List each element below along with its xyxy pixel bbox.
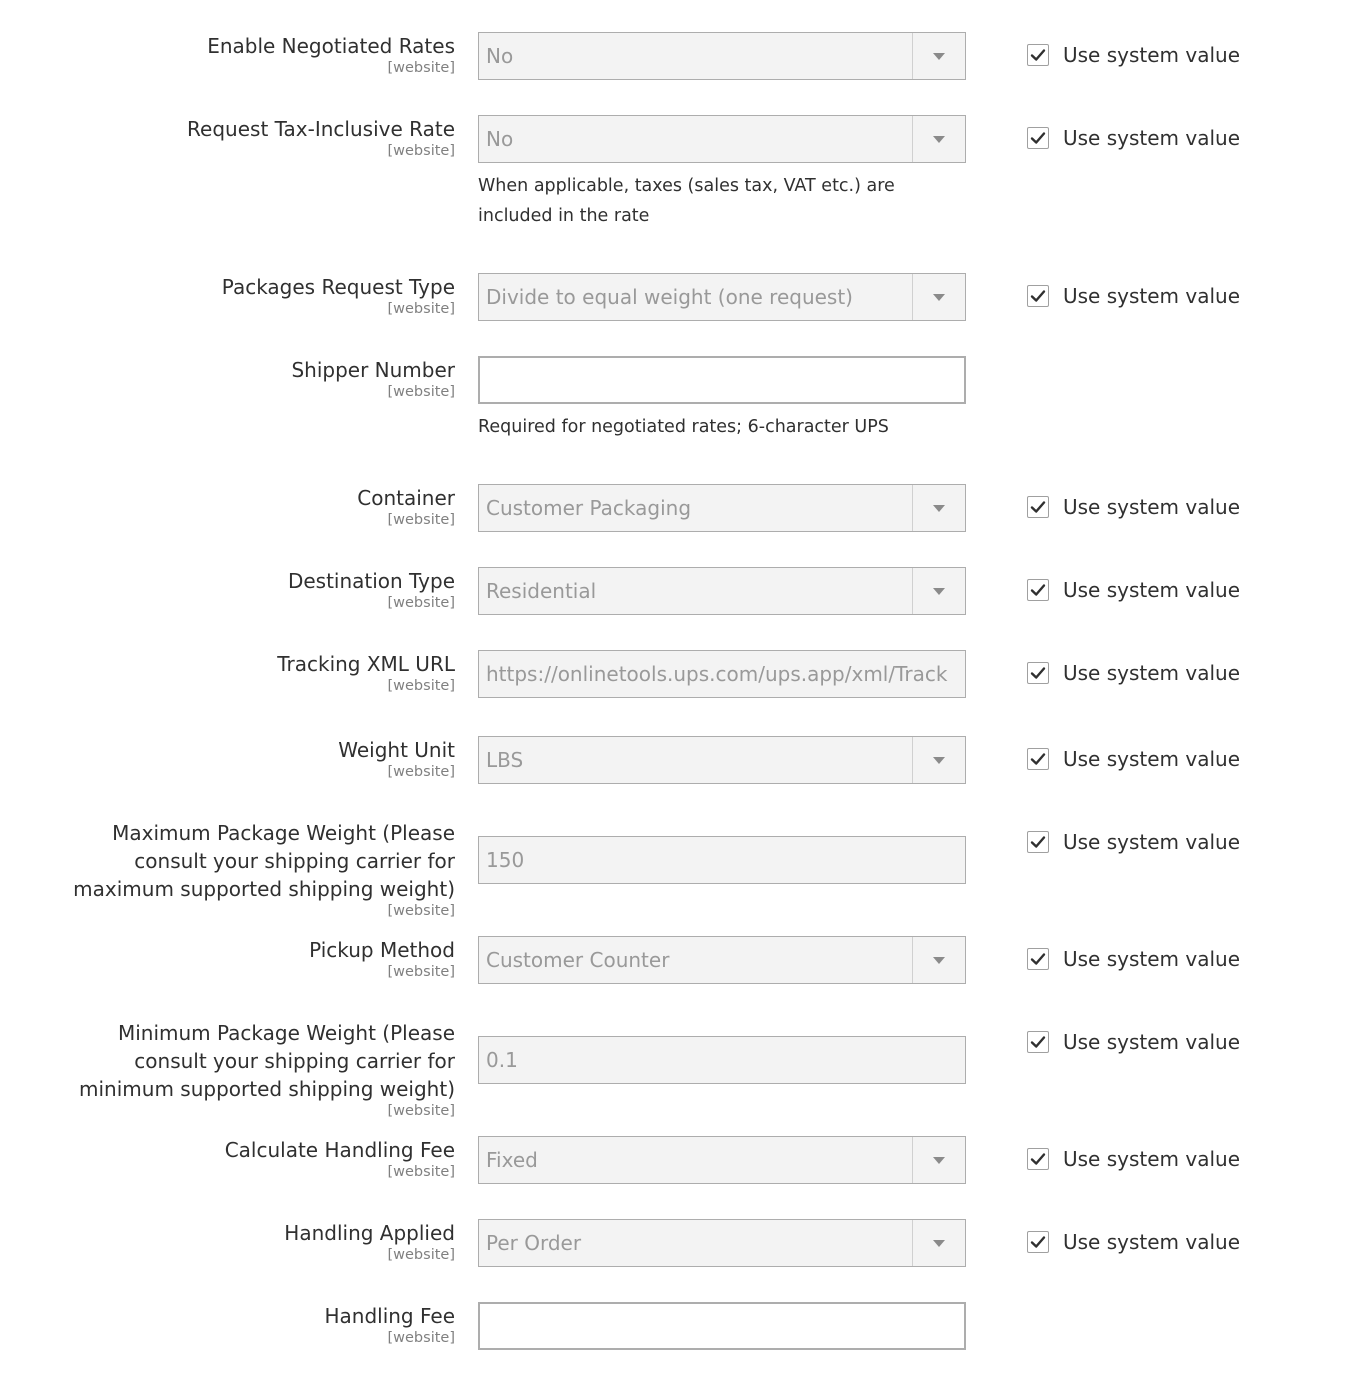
- use-system-value-label: Use system value: [1063, 747, 1241, 771]
- use-system-value-label: Use system value: [1063, 947, 1241, 971]
- input-value: https://onlinetools.ups.com/ups.app/xml/Track: [486, 662, 948, 686]
- dropdown-toggle[interactable]: [912, 737, 965, 783]
- scope-label: [website]: [387, 595, 455, 611]
- dropdown-toggle[interactable]: [912, 116, 965, 162]
- checkmark-icon: [1030, 751, 1046, 767]
- use-system-value-checkbox[interactable]: [1027, 496, 1049, 518]
- use-system-value-label: Use system value: [1063, 126, 1241, 150]
- field-label: [35, 484, 455, 528]
- dropdown-toggle[interactable]: [912, 274, 965, 320]
- field-label-text: consult your shipping carrier for: [134, 1049, 455, 1073]
- use-system-value-checkbox[interactable]: [1027, 44, 1049, 66]
- field-label-text: Maximum Package Weight (Please: [112, 821, 455, 845]
- field-label-text: Packages Request Type: [221, 275, 455, 299]
- use-system-value-checkbox[interactable]: [1027, 1031, 1049, 1053]
- checkmark-icon: [1030, 582, 1046, 598]
- select-value: No: [486, 44, 514, 68]
- use-system-value-checkbox[interactable]: [1027, 127, 1049, 149]
- dropdown-toggle[interactable]: [912, 33, 965, 79]
- shipper-number-input[interactable]: [478, 356, 966, 404]
- select-value: Customer Packaging: [486, 496, 692, 520]
- scope-label: [website]: [387, 384, 455, 400]
- field-label: [35, 650, 455, 694]
- chevron-down-icon: [933, 294, 945, 301]
- dropdown-toggle[interactable]: [912, 568, 965, 614]
- field-label-text: Calculate Handling Fee: [224, 1138, 455, 1162]
- checkmark-icon: [1030, 1234, 1046, 1250]
- field-label-text: Enable Negotiated Rates: [207, 34, 455, 58]
- field-label-text: Container: [357, 486, 455, 510]
- field-label: [35, 1302, 455, 1346]
- field-label-text: maximum supported shipping weight): [73, 877, 455, 901]
- dropdown-toggle[interactable]: [912, 485, 965, 531]
- checkmark-icon: [1030, 834, 1046, 850]
- use-system-value-checkbox[interactable]: [1027, 662, 1049, 684]
- scope-label: [website]: [387, 143, 455, 159]
- use-system-value-label: Use system value: [1063, 578, 1241, 602]
- enable-negotiated-rates-select[interactable]: [478, 32, 966, 80]
- use-system-value-label: Use system value: [1063, 284, 1241, 308]
- checkmark-icon: [1030, 1151, 1046, 1167]
- field-label-text: Pickup Method: [309, 938, 455, 962]
- handling-fee-input[interactable]: [478, 1302, 966, 1350]
- checkmark-icon: [1030, 499, 1046, 515]
- input-value: 0.1: [486, 1048, 518, 1072]
- use-system-value-checkbox[interactable]: [1027, 285, 1049, 307]
- field-label-text: Handling Fee: [324, 1304, 455, 1328]
- scope-label: [website]: [387, 1164, 455, 1180]
- calculate-handling-fee-select[interactable]: [478, 1136, 966, 1184]
- field-label: [35, 273, 455, 317]
- field-label-text: minimum supported shipping weight): [79, 1077, 455, 1101]
- dropdown-toggle[interactable]: [912, 1220, 965, 1266]
- maximum-package-weight-input[interactable]: [478, 836, 966, 884]
- packages-request-type-select[interactable]: [478, 273, 966, 321]
- use-system-value-checkbox[interactable]: [1027, 948, 1049, 970]
- scope-label: [website]: [387, 60, 455, 76]
- field-label-text: Handling Applied: [284, 1221, 455, 1245]
- field-label-text: Weight Unit: [338, 738, 455, 762]
- field-label: [35, 115, 455, 159]
- chevron-down-icon: [933, 136, 945, 143]
- field-label-text: consult your shipping carrier for: [134, 849, 455, 873]
- chevron-down-icon: [933, 505, 945, 512]
- field-label: [35, 736, 455, 780]
- dropdown-toggle[interactable]: [912, 937, 965, 983]
- use-system-value-label: Use system value: [1063, 1147, 1241, 1171]
- scope-label: [website]: [387, 764, 455, 780]
- field-label: [35, 1219, 455, 1263]
- use-system-value-checkbox[interactable]: [1027, 1231, 1049, 1253]
- chevron-down-icon: [933, 757, 945, 764]
- scope-label: [website]: [387, 512, 455, 528]
- input-value: 150: [486, 848, 525, 872]
- field-note: When applicable, taxes (sales tax, VAT etc.) are included in the rate: [478, 176, 895, 226]
- scope-label: [website]: [387, 1103, 455, 1119]
- select-value: Per Order: [486, 1231, 582, 1255]
- use-system-value-label: Use system value: [1063, 43, 1241, 67]
- field-label-text: Tracking XML URL: [277, 652, 455, 676]
- field-label: [35, 567, 455, 611]
- field-label-text: Minimum Package Weight (Please: [117, 1021, 455, 1045]
- select-value: Residential: [486, 579, 597, 603]
- use-system-value-checkbox[interactable]: [1027, 579, 1049, 601]
- field-label: [35, 1136, 455, 1180]
- pickup-method-select[interactable]: [478, 936, 966, 984]
- weight-unit-select[interactable]: [478, 736, 966, 784]
- field-label-text: Request Tax-Inclusive Rate: [187, 117, 455, 141]
- use-system-value-label: Use system value: [1063, 661, 1241, 685]
- scope-label: [website]: [387, 301, 455, 317]
- field-note: Required for negotiated rates; 6-character UPS: [478, 417, 889, 437]
- field-label: [35, 819, 455, 919]
- chevron-down-icon: [933, 1240, 945, 1247]
- minimum-package-weight-input[interactable]: [478, 1036, 966, 1084]
- select-value: Fixed: [486, 1148, 538, 1172]
- checkmark-icon: [1030, 665, 1046, 681]
- chevron-down-icon: [933, 1157, 945, 1164]
- chevron-down-icon: [933, 53, 945, 60]
- tracking-xml-url-input[interactable]: [478, 650, 966, 698]
- scope-label: [website]: [387, 678, 455, 694]
- field-label: [35, 1019, 455, 1119]
- scope-label: [website]: [387, 903, 455, 919]
- use-system-value-checkbox[interactable]: [1027, 831, 1049, 853]
- dropdown-toggle[interactable]: [912, 1137, 965, 1183]
- checkmark-icon: [1030, 288, 1046, 304]
- use-system-value-label: Use system value: [1063, 1230, 1241, 1254]
- scope-label: [website]: [387, 1330, 455, 1346]
- select-value: Customer Counter: [486, 948, 670, 972]
- field-label: [35, 32, 455, 76]
- field-label: [35, 936, 455, 980]
- checkmark-icon: [1030, 130, 1046, 146]
- chevron-down-icon: [933, 588, 945, 595]
- select-value: No: [486, 127, 514, 151]
- scope-label: [website]: [387, 964, 455, 980]
- container-select[interactable]: [478, 484, 966, 532]
- handling-applied-select[interactable]: [478, 1219, 966, 1267]
- use-system-value-checkbox[interactable]: [1027, 748, 1049, 770]
- use-system-value-label: Use system value: [1063, 495, 1241, 519]
- use-system-value-label: Use system value: [1063, 830, 1241, 854]
- field-label-text: Shipper Number: [291, 358, 455, 382]
- use-system-value-label: Use system value: [1063, 1030, 1241, 1054]
- use-system-value-checkbox[interactable]: [1027, 1148, 1049, 1170]
- checkmark-icon: [1030, 951, 1046, 967]
- select-value: Divide to equal weight (one request): [486, 285, 853, 309]
- request-tax-inclusive-rate-select[interactable]: [478, 115, 966, 163]
- select-value: LBS: [486, 748, 524, 772]
- checkmark-icon: [1030, 1034, 1046, 1050]
- checkmark-icon: [1030, 47, 1046, 63]
- destination-type-select[interactable]: [478, 567, 966, 615]
- scope-label: [website]: [387, 1247, 455, 1263]
- field-label-text: Destination Type: [287, 569, 455, 593]
- chevron-down-icon: [933, 957, 945, 964]
- field-label: [35, 356, 455, 400]
